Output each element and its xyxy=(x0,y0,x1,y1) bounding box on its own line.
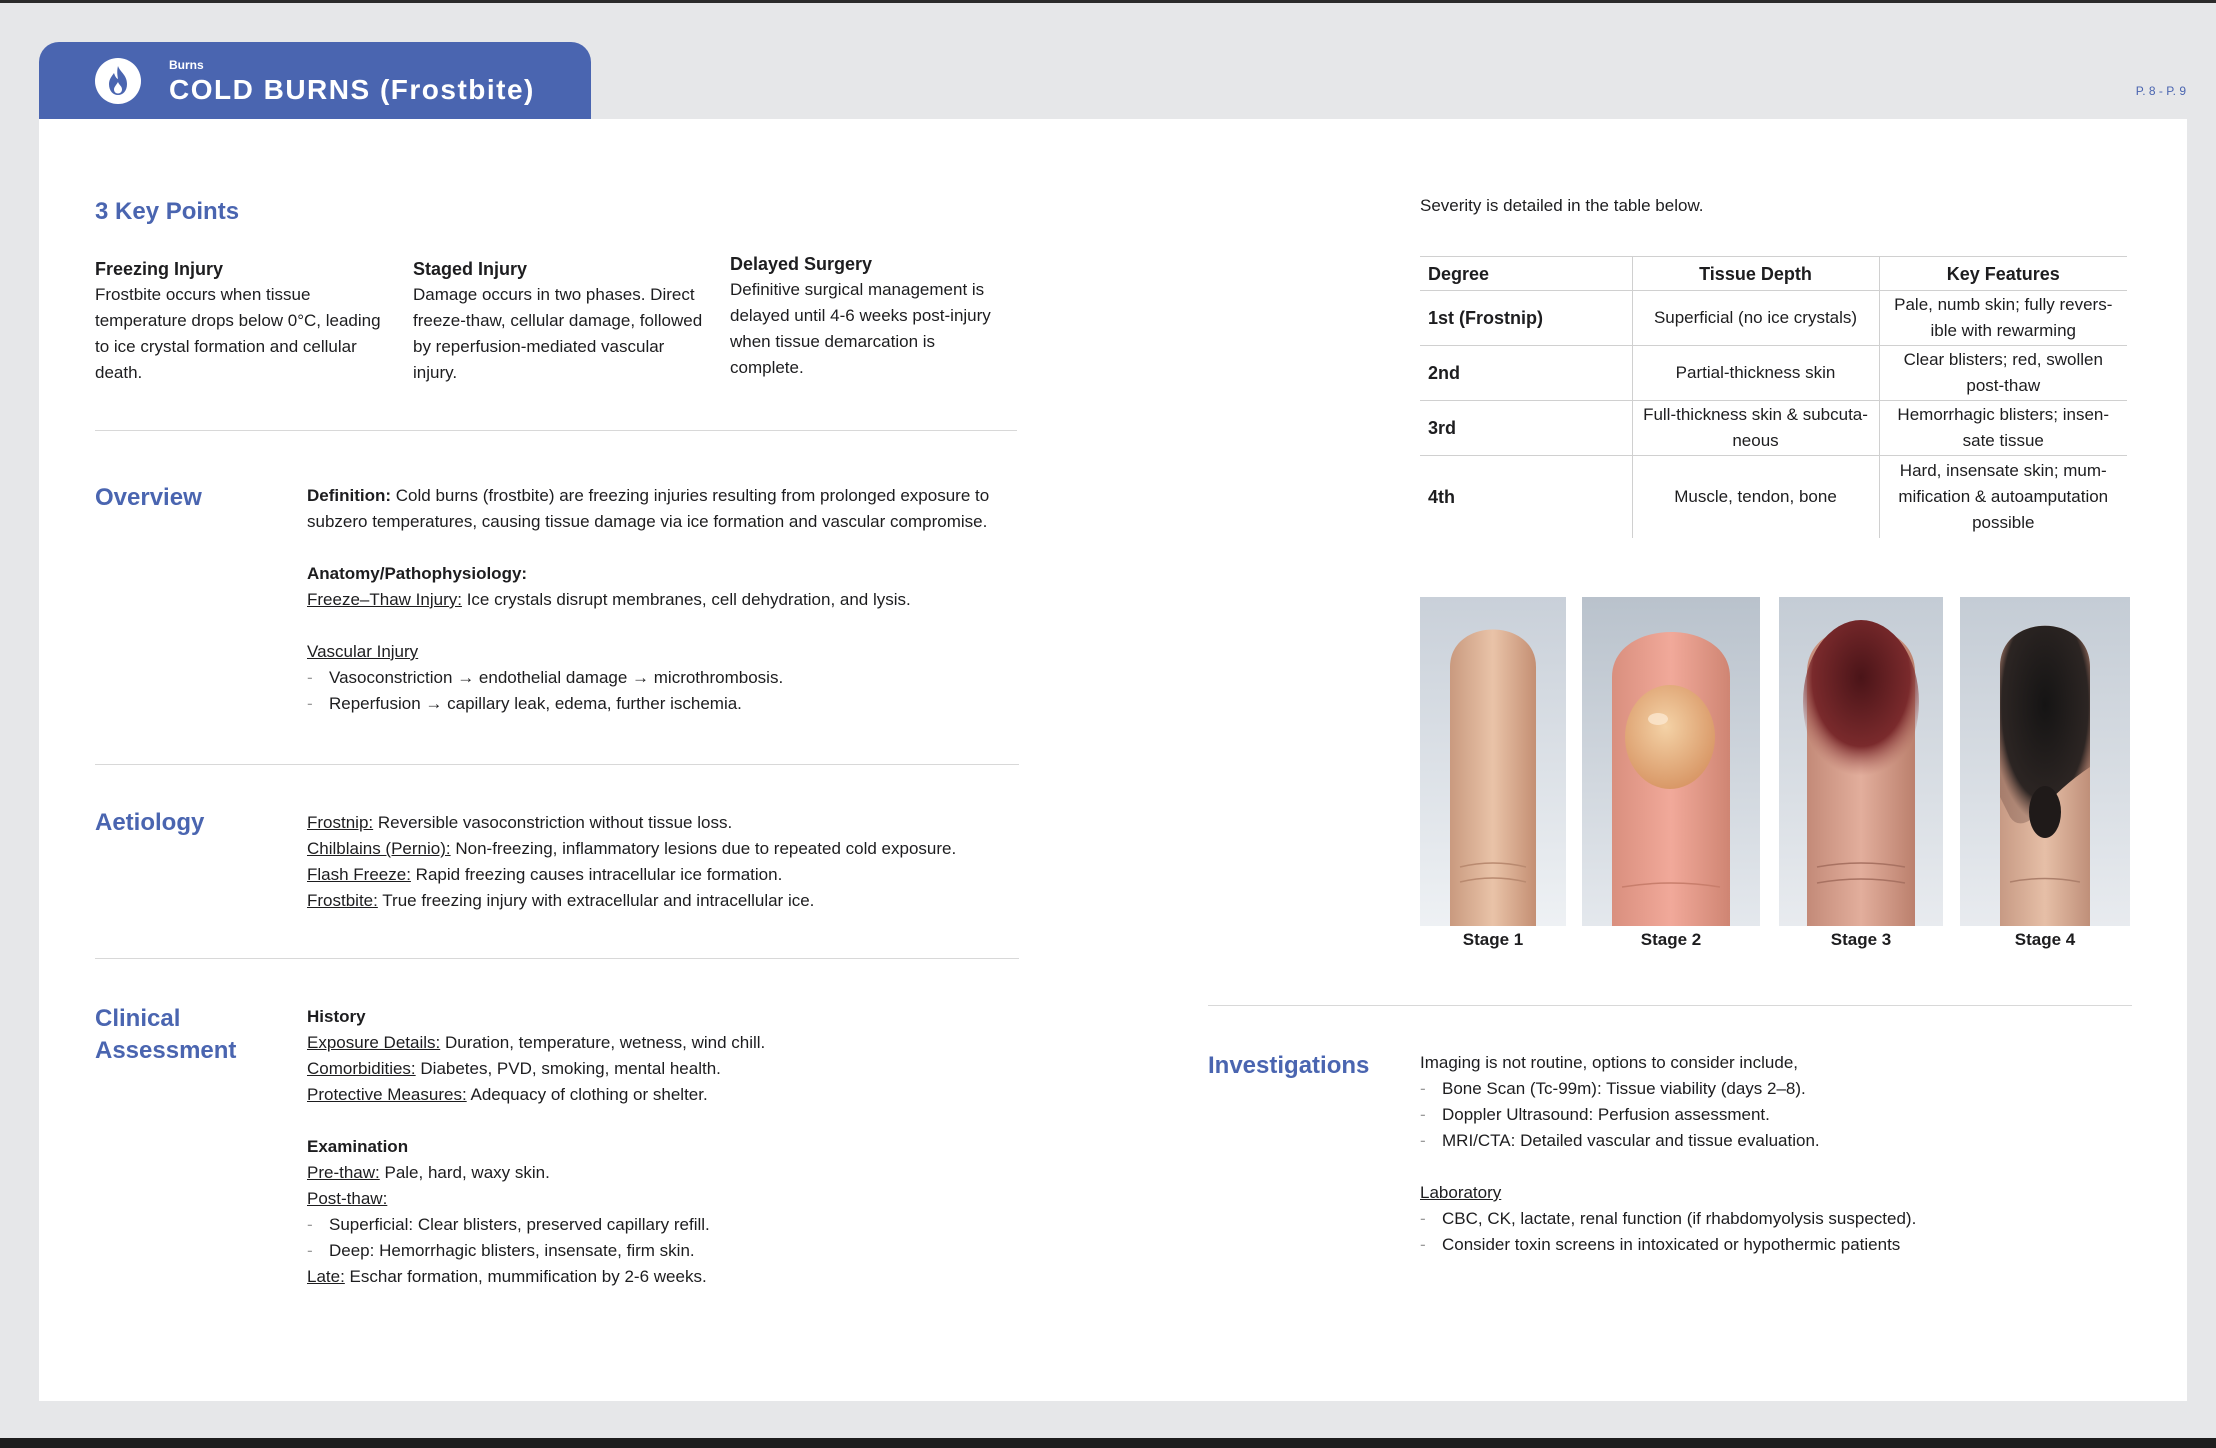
key-points-title: 3 Key Points xyxy=(95,198,240,225)
list-item: - Deep: Hemorrhagic blisters, insensate, firm skin. xyxy=(307,1241,695,1260)
investigations-intro: Imaging is not routine, options to consider include, xyxy=(1420,1053,1799,1072)
divider xyxy=(95,958,1019,959)
overview-body xyxy=(307,483,1022,717)
stage-1-image xyxy=(1420,597,1566,926)
key-point-text: Frostbite occurs when tissue temperature drops below 0°C, leading to ice crystal formation and cellular death. xyxy=(95,285,381,382)
definition-label: Definition: xyxy=(307,486,392,505)
list-item: - Consider toxin screens in intoxicated or hypothermic patients xyxy=(1420,1235,1901,1254)
freeze-thaw-line xyxy=(307,587,1022,613)
definition-paragraph xyxy=(307,483,1022,535)
freeze-thaw-label: Freeze–Thaw Injury: xyxy=(307,590,462,609)
stage-label: Stage 2 xyxy=(1640,930,1702,949)
list-item: Chilblains (Pernio): Non-freezing, inflammatory lesions due to repeated cold exposure. xyxy=(307,839,957,858)
degree-cell: 2nd xyxy=(1420,346,1632,401)
depth-cell: Muscle, tendon, bone xyxy=(1632,456,1879,538)
stage-2-image xyxy=(1582,597,1760,926)
stage-4-image xyxy=(1960,597,2130,926)
features-cell: Hemorrhagic blisters; insen-sate tissue xyxy=(1879,401,2127,456)
key-point-heading: Staged Injury xyxy=(413,259,528,279)
column-header: Tissue Depth xyxy=(1632,257,1879,291)
key-point-heading: Delayed Surgery xyxy=(730,254,873,274)
page-title: COLD BURNS (Frostbite) xyxy=(169,74,535,105)
list-item: Flash Freeze: Rapid freezing causes intracellular ice formation. xyxy=(307,865,783,884)
laboratory-label: Laboratory xyxy=(1420,1183,1502,1202)
bottom-strip xyxy=(0,1438,2216,1448)
list-item: Frostbite: True freezing injury with extracellular and intracellular ice. xyxy=(307,891,815,910)
overview-title: Overview xyxy=(95,484,202,511)
stage-label: Stage 3 xyxy=(1830,930,1892,949)
page-reference: P. 8 - P. 9 xyxy=(2135,84,2186,98)
stage-label: Stage 1 xyxy=(1462,930,1524,949)
degree-cell: 1st (Frostnip) xyxy=(1420,291,1632,346)
list-item: - CBC, CK, lactate, renal function (if rhabdomyolysis suspected). xyxy=(1420,1209,1917,1228)
list-item: - Superficial: Clear blisters, preserved capillary refill. xyxy=(307,1215,710,1234)
investigations-title: Investigations xyxy=(1208,1052,1370,1079)
list-item: - MRI/CTA: Detailed vascular and tissue evaluation. xyxy=(1420,1131,1820,1150)
examination-heading: Examination xyxy=(307,1137,409,1156)
list-item: - Vasoconstriction → endothelial damage → microthrombosis. xyxy=(307,668,784,687)
features-cell: Clear blisters; red, swollen post-thaw xyxy=(1879,346,2127,401)
key-point-freezing-injury xyxy=(95,256,385,386)
table-row xyxy=(1420,291,2127,346)
table-row xyxy=(1420,346,2127,401)
column-header: Degree xyxy=(1420,257,1632,291)
degree-cell: 3rd xyxy=(1420,401,1632,456)
aetiology-title: Aetiology xyxy=(95,809,205,836)
severity-table xyxy=(1420,256,2127,538)
anatomy-label: Anatomy/Pathophysiology: xyxy=(307,564,528,583)
aetiology-body xyxy=(307,810,1022,914)
divider xyxy=(1208,1005,2132,1006)
definition-text: Cold burns (frostbite) are freezing injuries resulting from prolonged exposure to subzero temperatures, causing tissue damage via ice formation and vascular compromise. xyxy=(307,486,990,531)
table-header-row xyxy=(1420,257,2127,291)
list-item: Exposure Details: Duration, temperature, wetness, wind chill. xyxy=(307,1033,766,1052)
vascular-injury-label: Vascular Injury xyxy=(307,642,419,661)
degree-cell: 4th xyxy=(1428,486,1455,507)
depth-cell: Partial-thickness skin xyxy=(1632,346,1879,401)
divider xyxy=(95,764,1019,765)
features-cell: Pale, numb skin; fully revers-ible with rewarming xyxy=(1879,291,2127,346)
list-item: Frostnip: Reversible vasoconstriction without tissue loss. xyxy=(307,813,733,832)
list-item: Comorbidities: Diabetes, PVD, smoking, mental health. xyxy=(307,1059,721,1078)
freeze-thaw-text: Ice crystals disrupt membranes, cell dehydration, and lysis. xyxy=(466,590,911,609)
pre-thaw-line: Pre-thaw: Pale, hard, waxy skin. xyxy=(307,1163,550,1182)
late-line: Late: Eschar formation, mummification by 2-6 weeks. xyxy=(307,1267,707,1286)
list-item: - Bone Scan (Tc-99m): Tissue viability (days 2–8). xyxy=(1420,1079,1806,1098)
table-row xyxy=(1420,401,2127,456)
depth-cell: Superficial (no ice crystals) xyxy=(1632,291,1879,346)
header-kicker: Burns xyxy=(169,58,204,72)
list-item: - Doppler Ultrasound: Perfusion assessment. xyxy=(1420,1105,1770,1124)
divider xyxy=(95,430,1017,431)
depth-cell: Full-thickness skin & subcuta-neous xyxy=(1632,401,1879,456)
flame-icon xyxy=(95,58,141,104)
list-item: - Reperfusion → capillary leak, edema, further ischemia. xyxy=(307,694,742,713)
key-point-staged-injury xyxy=(413,256,703,386)
stage-label: Stage 4 xyxy=(2014,930,2076,949)
list-item: Protective Measures: Adequacy of clothing or shelter. xyxy=(307,1085,708,1104)
column-header: Key Features xyxy=(1879,257,2127,291)
post-thaw-label: Post-thaw: xyxy=(307,1189,388,1208)
clinical-body xyxy=(307,1004,1022,1290)
severity-intro: Severity is detailed in the table below. xyxy=(1420,196,1704,215)
key-point-heading: Freezing Injury xyxy=(95,259,224,279)
investigations-body xyxy=(1420,1050,2140,1258)
clinical-assessment-title: Clinical Assessment xyxy=(95,1005,237,1064)
key-point-text: Damage occurs in two phases. Direct freeze-thaw, cellular damage, followed by reperfusion-mediated vascular injury. xyxy=(413,285,703,382)
history-heading: History xyxy=(307,1007,366,1026)
key-point-text: Definitive surgical management is delayed until 4-6 weeks post-injury when tissue demarcation is complete. xyxy=(730,280,991,377)
table-row xyxy=(1420,456,2127,538)
top-strip xyxy=(0,0,2216,3)
stage-3-image xyxy=(1779,597,1943,926)
key-point-delayed-surgery xyxy=(730,251,1000,381)
features-cell: Hard, insensate skin; mum-mification & autoamputation possible xyxy=(1879,456,2127,538)
